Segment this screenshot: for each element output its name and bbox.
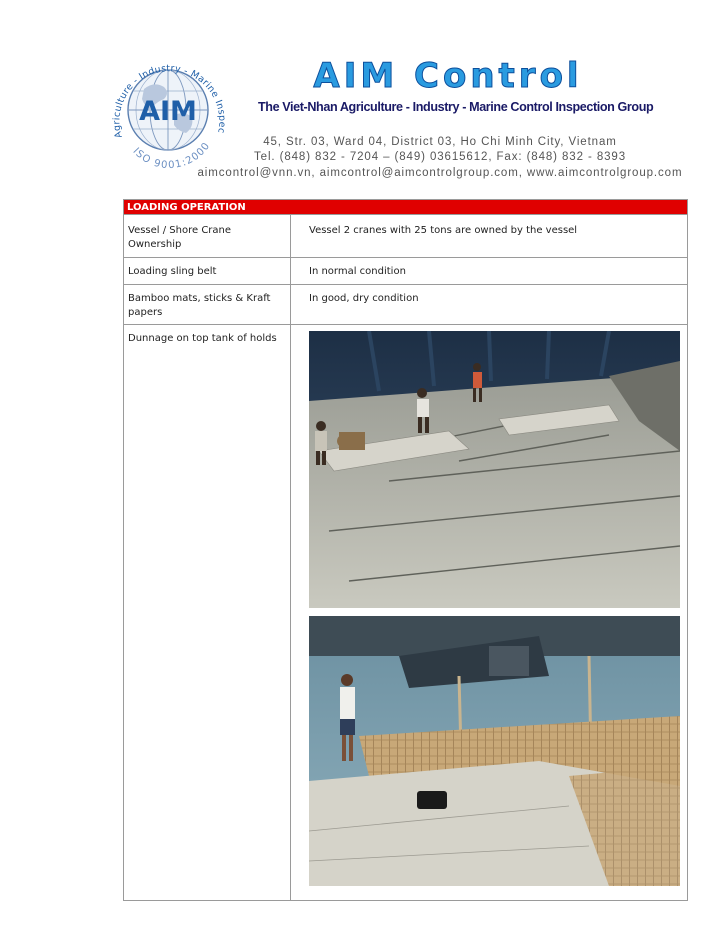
loading-operation-table <box>123 199 688 901</box>
contact-line: aimcontrol@vnn.vn, aimcontrol@aimcontrolgroup.com, www.aimcontrolgroup.com <box>197 167 683 179</box>
row-label-dunnage: Dunnage on top tank of holds <box>128 333 277 344</box>
phone-line: Tel. (848) 832 - 7204 – (849) 03615612, Fax: (848) 832 - 8393 <box>254 151 626 163</box>
row-label-bamboo-mats: Bamboo mats, sticks & Kraft papers <box>128 293 271 318</box>
row-label-crane-ownership: Vessel / Shore Crane Ownership <box>128 225 232 250</box>
column-divider <box>290 214 291 900</box>
row-divider <box>124 214 687 215</box>
row-label-sling-belt: Loading sling belt <box>128 266 217 277</box>
logo-acronym: AIM <box>139 96 197 127</box>
row-value-sling-belt: In normal condition <box>309 266 406 277</box>
row-value-bamboo-mats: In good, dry condition <box>309 293 419 304</box>
logo-iso-text: ISO 9001:2000 <box>130 140 213 172</box>
address-line: 45, Str. 03, Ward 04, District 03, Ho Chi Minh City, Vietnam <box>263 136 617 148</box>
hold-photo-bamboo-mats <box>309 616 680 886</box>
brand-name: AIM Control <box>313 56 583 96</box>
section-title: LOADING OPERATION <box>124 200 687 214</box>
row-divider <box>124 284 687 285</box>
company-tagline: The Viet-Nhan Agriculture - Industry - Marine Control Inspection Group <box>258 100 654 114</box>
logo-ring-text: Agriculture - Industry - Marine Inspec <box>111 63 228 140</box>
row-divider <box>124 324 687 325</box>
hold-photo-kraft-paper <box>309 331 680 608</box>
row-divider <box>124 257 687 258</box>
row-value-crane-ownership: Vessel 2 cranes with 25 tons are owned by the vessel <box>309 225 578 236</box>
